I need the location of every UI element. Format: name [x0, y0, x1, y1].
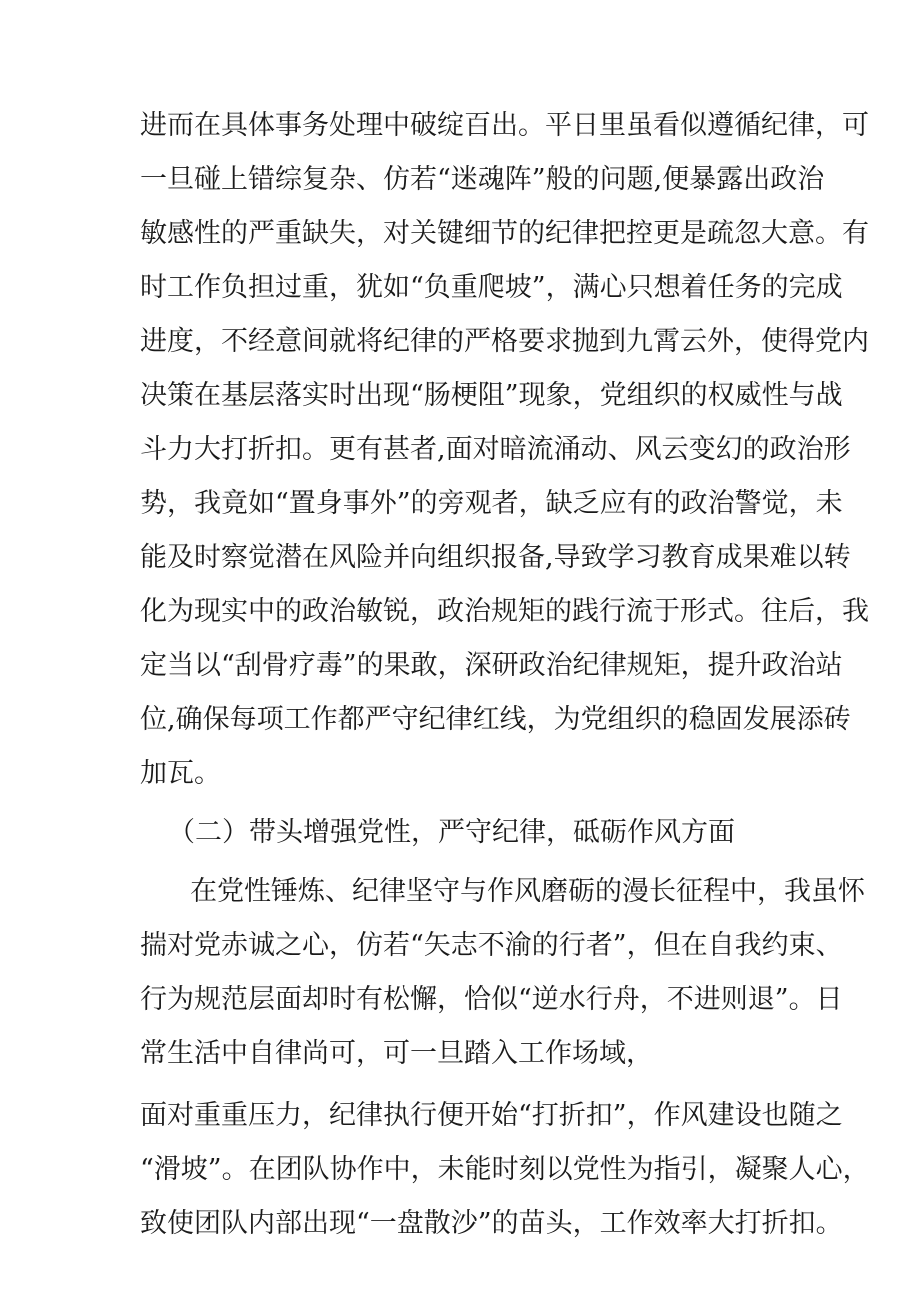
paragraph-line: 在党性锤炼、纪律坚守与作风磨砺的漫长征程中，我虽怀 — [190, 876, 865, 907]
paragraph-line: 致使团队内部出现“一盘散沙”的苗头，工作效率大打折扣。 — [140, 1208, 843, 1239]
paragraph-line: 常生活中自律尚可，可一旦踏入工作场域， — [140, 1038, 653, 1069]
paragraph-line: 敏感性的严重缺失，对关键细节的纪律把控更是疏忽大意。有 — [140, 218, 869, 249]
paragraph-line: 位,确保每项工作都严守纪律红线，为党组织的稳固发展添砖 — [140, 704, 851, 735]
paragraph-line: 定当以“刮骨疗毒”的果敢，深研政治纪律规矩，提升政治站 — [140, 650, 843, 681]
paragraph-line: 化为现实中的政治敏锐，政治规矩的践行流于形式。往后，我 — [140, 596, 869, 627]
paragraph-line: 揣对党赤诚之心，仿若“矢志不渝的行者”，但在自我约束、 — [140, 930, 843, 961]
paragraph-line: 时工作负担过重，犹如“负重爬坡”，满心只想着任务的完成 — [140, 272, 843, 303]
paragraph-line: 进而在具体事务处理中破绽百出。平日里虽看似遵循纪律，可 — [140, 110, 869, 141]
paragraph-line: 加瓦。 — [140, 758, 221, 789]
paragraph-line: 势，我竟如“置身事外”的旁观者，缺乏应有的政治警觉，未 — [140, 488, 843, 519]
paragraph-line: 行为规范层面却时有松懈，恰似“逆水行舟，不进则退”。日 — [140, 984, 843, 1015]
paragraph-line: 进度，不经意间就将纪律的严格要求抛到九霄云外，使得党内 — [140, 326, 869, 357]
paragraph-line: 面对重重压力，纪律执行便开始“打折扣”，作风建设也随之 — [140, 1100, 843, 1131]
paragraph-line: 斗力大打折扣。更有甚者,面对暗流涌动、风云变幻的政治形 — [140, 434, 851, 465]
paragraph-line: 能及时察觉潜在风险并向组织报备,导致学习教育成果难以转 — [140, 542, 851, 573]
paragraph-line: “滑坡”。在团队协作中，未能时刻以党性为指引，凝聚人心， — [140, 1154, 870, 1185]
paragraph-line: 一旦碰上错综复杂、仿若“迷魂阵”般的问题,便暴露出政治 — [140, 164, 825, 195]
section-heading: （二）带头增强党性，严守纪律，砥砺作风方面 — [168, 817, 735, 848]
paragraph-line: 决策在基层落实时出现“肠梗阻”现象，党组织的权威性与战 — [140, 380, 843, 411]
